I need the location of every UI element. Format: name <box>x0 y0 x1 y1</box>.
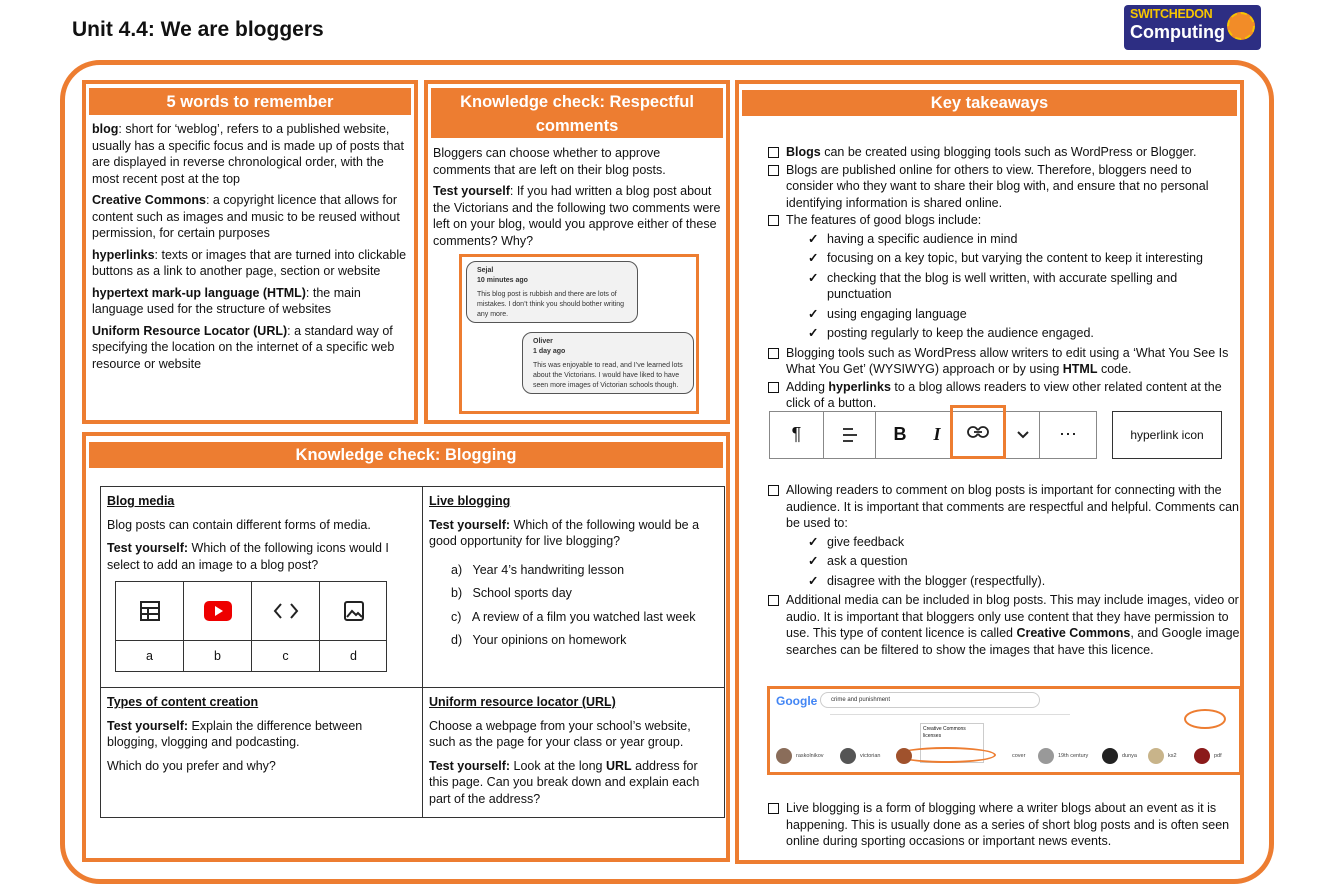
feature-item: ✓ focusing on a key topic, but varying the content to keep it interesting <box>808 250 1240 267</box>
blogging-heading: Knowledge check: Blogging <box>89 442 723 468</box>
respect-intro: Bloggers can choose whether to approve comments that are left on their blog posts. <box>433 146 666 177</box>
words-heading: 5 words to remember <box>89 88 411 115</box>
content-types-cell: Types of content creation Test yourself: Explain the difference between blogging, vlogging and podcasting. Which do you prefer and why? <box>100 687 423 818</box>
takeaway-item: Additional media can be included in blog posts. This may include images, video or audio. It is important that bloggers only use content that they have permission to use. This type of content licence is called Creative Commons, and Google image searches can be filtered to show the images that have this licence. <box>766 592 1240 658</box>
media-icons-table <box>115 581 387 672</box>
table-icon[interactable] <box>116 582 184 641</box>
use-item: ✓ disagree with the blogger (respectfully). <box>808 573 1240 590</box>
page-title: Unit 4.4: We are bloggers <box>72 18 324 41</box>
usage-rights-menu: Creative Commons licenses <box>920 723 984 763</box>
takeaway-item: The features of good blogs include: ✓ having a specific audience in mind ✓ focusing on a key topic, but varying the content to keep it interesting ✓ checking that the blog is well written, with accurate spelling and punctuation ✓ using engaging language ✓ posting regularly to keep the audience engaged. <box>766 212 1240 342</box>
respect-panel <box>424 80 730 424</box>
respect-test: Test yourself: If you had written a blog post about the Victorians and the following two comments were left on your blog, would you approve either of these comments? Why? <box>433 184 721 248</box>
takeaway-item: Blogs can be created using blogging tools such as WordPress or Blogger. <box>766 144 1240 161</box>
option-letter: a <box>116 641 184 672</box>
comment-oliver: Oliver 1 day ago This was enjoyable to read, and I’ve learned lots about the Victorians. I would have liked to have seen more images of Victorian schools though. <box>522 332 694 394</box>
code-icon[interactable] <box>252 582 320 641</box>
word-item: Creative Commons: a copyright licence that allows for content such as images and music to be reused without permission, for certain purposes <box>92 193 400 240</box>
takeaway-item: Live blogging is a form of blogging where a writer blogs about an event as it is happening. This is usually done as a series of short blog posts and is often seen online during sporting occasions or important news events. <box>766 800 1240 850</box>
youtube-icon[interactable] <box>184 582 252 641</box>
url-cell: Uniform resource locator (URL) Choose a webpage from your school’s website, such as the page for your class or year group. Test yourself: Look at the long URL address for this page. Can you break down and explain each part of the address? <box>422 687 725 818</box>
option-letter: d <box>350 649 357 663</box>
google-search-screenshot <box>767 686 1242 775</box>
live-blogging-cell: Live blogging Test yourself: Which of the following would be a good opportunity for live blogging? a) Year 4’s handwriting lesson b) School sports day c) A review of a film you watched last week d) Your opinions on homework <box>422 486 725 688</box>
word-item: hypertext mark-up language (HTML): the main language used for the structure of websites <box>92 285 361 316</box>
editor-toolbar <box>769 411 1097 459</box>
takeaway-item: Blogging tools such as WordPress allow writers to edit using a ‘What You See Is What You Get’ (WYSIWYG) approach or by using HTML code. <box>766 345 1240 378</box>
hyperlink-icon-label: hyperlink icon <box>1112 411 1222 459</box>
feature-item: ✓ using engaging language <box>808 306 1240 323</box>
blog-media-cell: Blog media Blog posts can contain different forms of media. Test yourself: Which of the following icons would I select to add an image to a blog post? a b c d <box>100 486 423 688</box>
link-icon[interactable] <box>950 405 1006 459</box>
words-panel <box>82 80 418 424</box>
chevron-down-icon[interactable] <box>1006 412 1040 458</box>
word-item: Uniform Resource Locator (URL): a standard way of specifying the location on the internet of a specific web resource or website <box>92 323 395 371</box>
takeaway-item: Allowing readers to comment on blog posts is important for connecting with the audience. It is important that comments are respectful and helpful. Comments can be used to: ✓ give feedback ✓ ask a question ✓ disagree with the blogger (respectfully). <box>766 482 1240 589</box>
option-letter: b <box>184 641 252 672</box>
comments-image <box>459 254 699 414</box>
paragraph-icon[interactable]: ¶ <box>770 412 824 458</box>
takeaway-item: Adding hyperlinks to a blog allows readers to view other related content at the click of a button. <box>766 379 1240 412</box>
word-item: blog: short for ‘weblog’, refers to a published website, usually has a specific focus and is made up of posts that are displayed in reverse chronological order, with the most recent post at the top <box>92 122 404 186</box>
safesearch-highlight <box>1184 709 1226 729</box>
blogging-panel <box>82 432 730 862</box>
option-item: c) A review of a film you watched last week <box>451 609 696 624</box>
use-item: ✓ ask a question <box>808 553 1240 570</box>
more-options-icon[interactable]: ⋯ <box>1059 424 1077 445</box>
takeaways-heading: Key takeaways <box>742 90 1237 116</box>
word-item: hyperlinks: texts or images that are turned into clickable buttons as a link to another page, section or website <box>92 247 407 278</box>
switched-on-computing-logo: SWITCHEDON Computing <box>1124 5 1261 50</box>
feature-item: ✓ posting regularly to keep the audience engaged. <box>808 325 1240 342</box>
related-chips: raskolnikov victorian cover 19th century dunya ks2 pdf <box>776 745 1236 769</box>
use-item: ✓ give feedback <box>808 534 1240 551</box>
align-icon[interactable] <box>824 412 876 458</box>
feature-item: ✓ checking that the blog is well written, with accurate spelling and punctuation <box>808 270 1240 303</box>
search-input[interactable]: crime and punishment <box>820 692 1040 708</box>
takeaways-panel <box>735 80 1244 864</box>
option-letter: c <box>252 641 320 672</box>
option-item: a) Year 4’s handwriting lesson <box>451 562 625 577</box>
bug-mascot-icon <box>1227 12 1255 40</box>
bold-icon[interactable]: B <box>893 424 907 445</box>
feature-item: ✓ having a specific audience in mind <box>808 231 1240 248</box>
italic-icon[interactable]: I <box>933 424 941 445</box>
option-item: b) School sports day <box>451 586 572 600</box>
words-list <box>86 115 414 372</box>
option-item: d) Your opinions on homework <box>451 633 627 647</box>
image-icon[interactable] <box>320 582 387 641</box>
respect-heading: Knowledge check: Respectful comments <box>431 88 723 138</box>
comment-sejal: Sejal 10 minutes ago This blog post is rubbish and there are lots of mistakes. I don’t think you should bother writing any more. <box>466 261 638 323</box>
google-logo: Google <box>776 694 818 708</box>
takeaway-item: Blogs are published online for others to view. Therefore, bloggers need to consider who they want to share their blog with, and ensure that no personal identifying information is shared online. <box>766 162 1240 212</box>
